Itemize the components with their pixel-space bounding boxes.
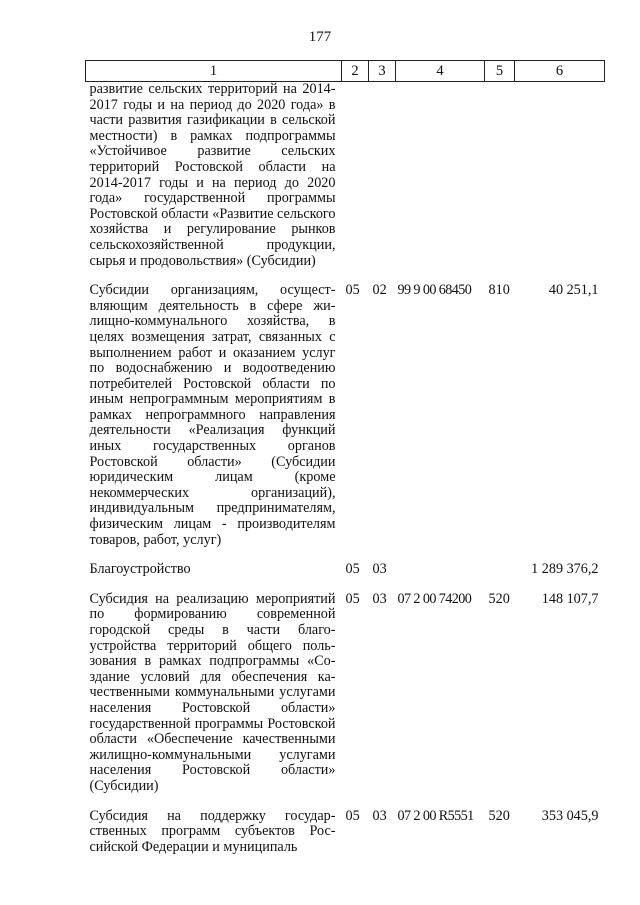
row-rz: 05 — [345, 807, 360, 824]
row-csr: 99 9 00 68450 — [397, 282, 472, 299]
row-pr: 03 — [372, 561, 387, 578]
row-amount: 1 289 376,2 — [531, 561, 599, 578]
row-rz: 05 — [345, 282, 360, 299]
table-row — [86, 283, 605, 548]
row-pr — [369, 82, 396, 270]
column-header-5: 5 — [485, 61, 515, 82]
row-rz: 05 — [345, 590, 360, 607]
row-pr: 02 — [372, 282, 387, 299]
column-header-6: 6 — [515, 61, 605, 82]
page-number: 177 — [308, 29, 332, 45]
row-vr — [485, 82, 515, 270]
row-vr: 810 — [488, 282, 510, 299]
row-amount: 353 045,9 — [541, 807, 599, 824]
row-amount: 148 107,7 — [541, 590, 599, 607]
row-vr: 520 — [488, 590, 510, 607]
row-csr: 07 2 00 74200 — [397, 590, 472, 607]
table-header — [86, 61, 605, 82]
table-row — [86, 592, 605, 795]
table-row — [86, 82, 605, 270]
row-vr — [485, 562, 515, 578]
row-vr: 520 — [488, 807, 510, 824]
column-header-2: 2 — [342, 61, 369, 82]
row-csr — [396, 562, 485, 578]
row-rz — [342, 82, 369, 270]
row-name: Благоустройство — [89, 561, 191, 578]
column-header-3: 3 — [369, 61, 396, 82]
row-csr: 07 2 00 R5551 — [397, 807, 474, 824]
row-pr: 03 — [372, 590, 387, 607]
table-row — [86, 809, 605, 856]
row-name: Субсидия на реализацию мероприятий по формированию современной городской среды в части благоустройства территорий общего пользования в рамках подпрограммы «Создание условий для обеспечения качественными коммунальными услугами населения Ростовской области» государственной программы Ростовской области «Обеспечение качественными жилищно-коммунальными услугами населения Ростовской области» (Субсидии) — [89, 590, 336, 794]
table-row — [86, 562, 605, 578]
row-rz: 05 — [345, 561, 360, 578]
budget-table — [85, 60, 605, 855]
row-amount: 40 251,1 — [548, 282, 599, 299]
row-name: развитие сельских территорий на 2014-2017 годы и на период до 2020 года» в части развития газификации в сельской местности) в рамках подпрограммы «Устойчивое развитие сельских территорий Ростовской области на 2014-2017 годы и на период до 2020 года» государственной программы Ростовской области «Развитие сельского хозяйства и регулирование рынков сельскохозяйственной продукции, сырья и продовольствия» (Субсидии) — [89, 81, 336, 269]
column-header-1: 1 — [86, 61, 342, 82]
column-header-4: 4 — [396, 61, 485, 82]
row-name: Субсидия на поддержку государственных программ субъектов Российской Федерации и муниципаль — [89, 807, 336, 855]
row-pr: 03 — [372, 807, 387, 824]
row-amount — [515, 82, 605, 270]
row-csr — [396, 82, 485, 270]
row-name: Субсидии организациям, осуществляющим деятельность в сфере жилищно-коммунального хозяйства, в целях возмещения затрат, связанных с выполнением работ и оказанием услуг по водоснабжению и водоотведению потребителей Ростовской области по иным непрограммным мероприятиям в рамках непрограммного направления деятельности «Реализация функций иных государственных органов Ростовской области» (Субсидии юридическим лицам (кроме некоммерческих организаций), индивидуальным предпринимателям, физическим лицам - производителям товаров, работ, услуг) — [89, 282, 336, 548]
